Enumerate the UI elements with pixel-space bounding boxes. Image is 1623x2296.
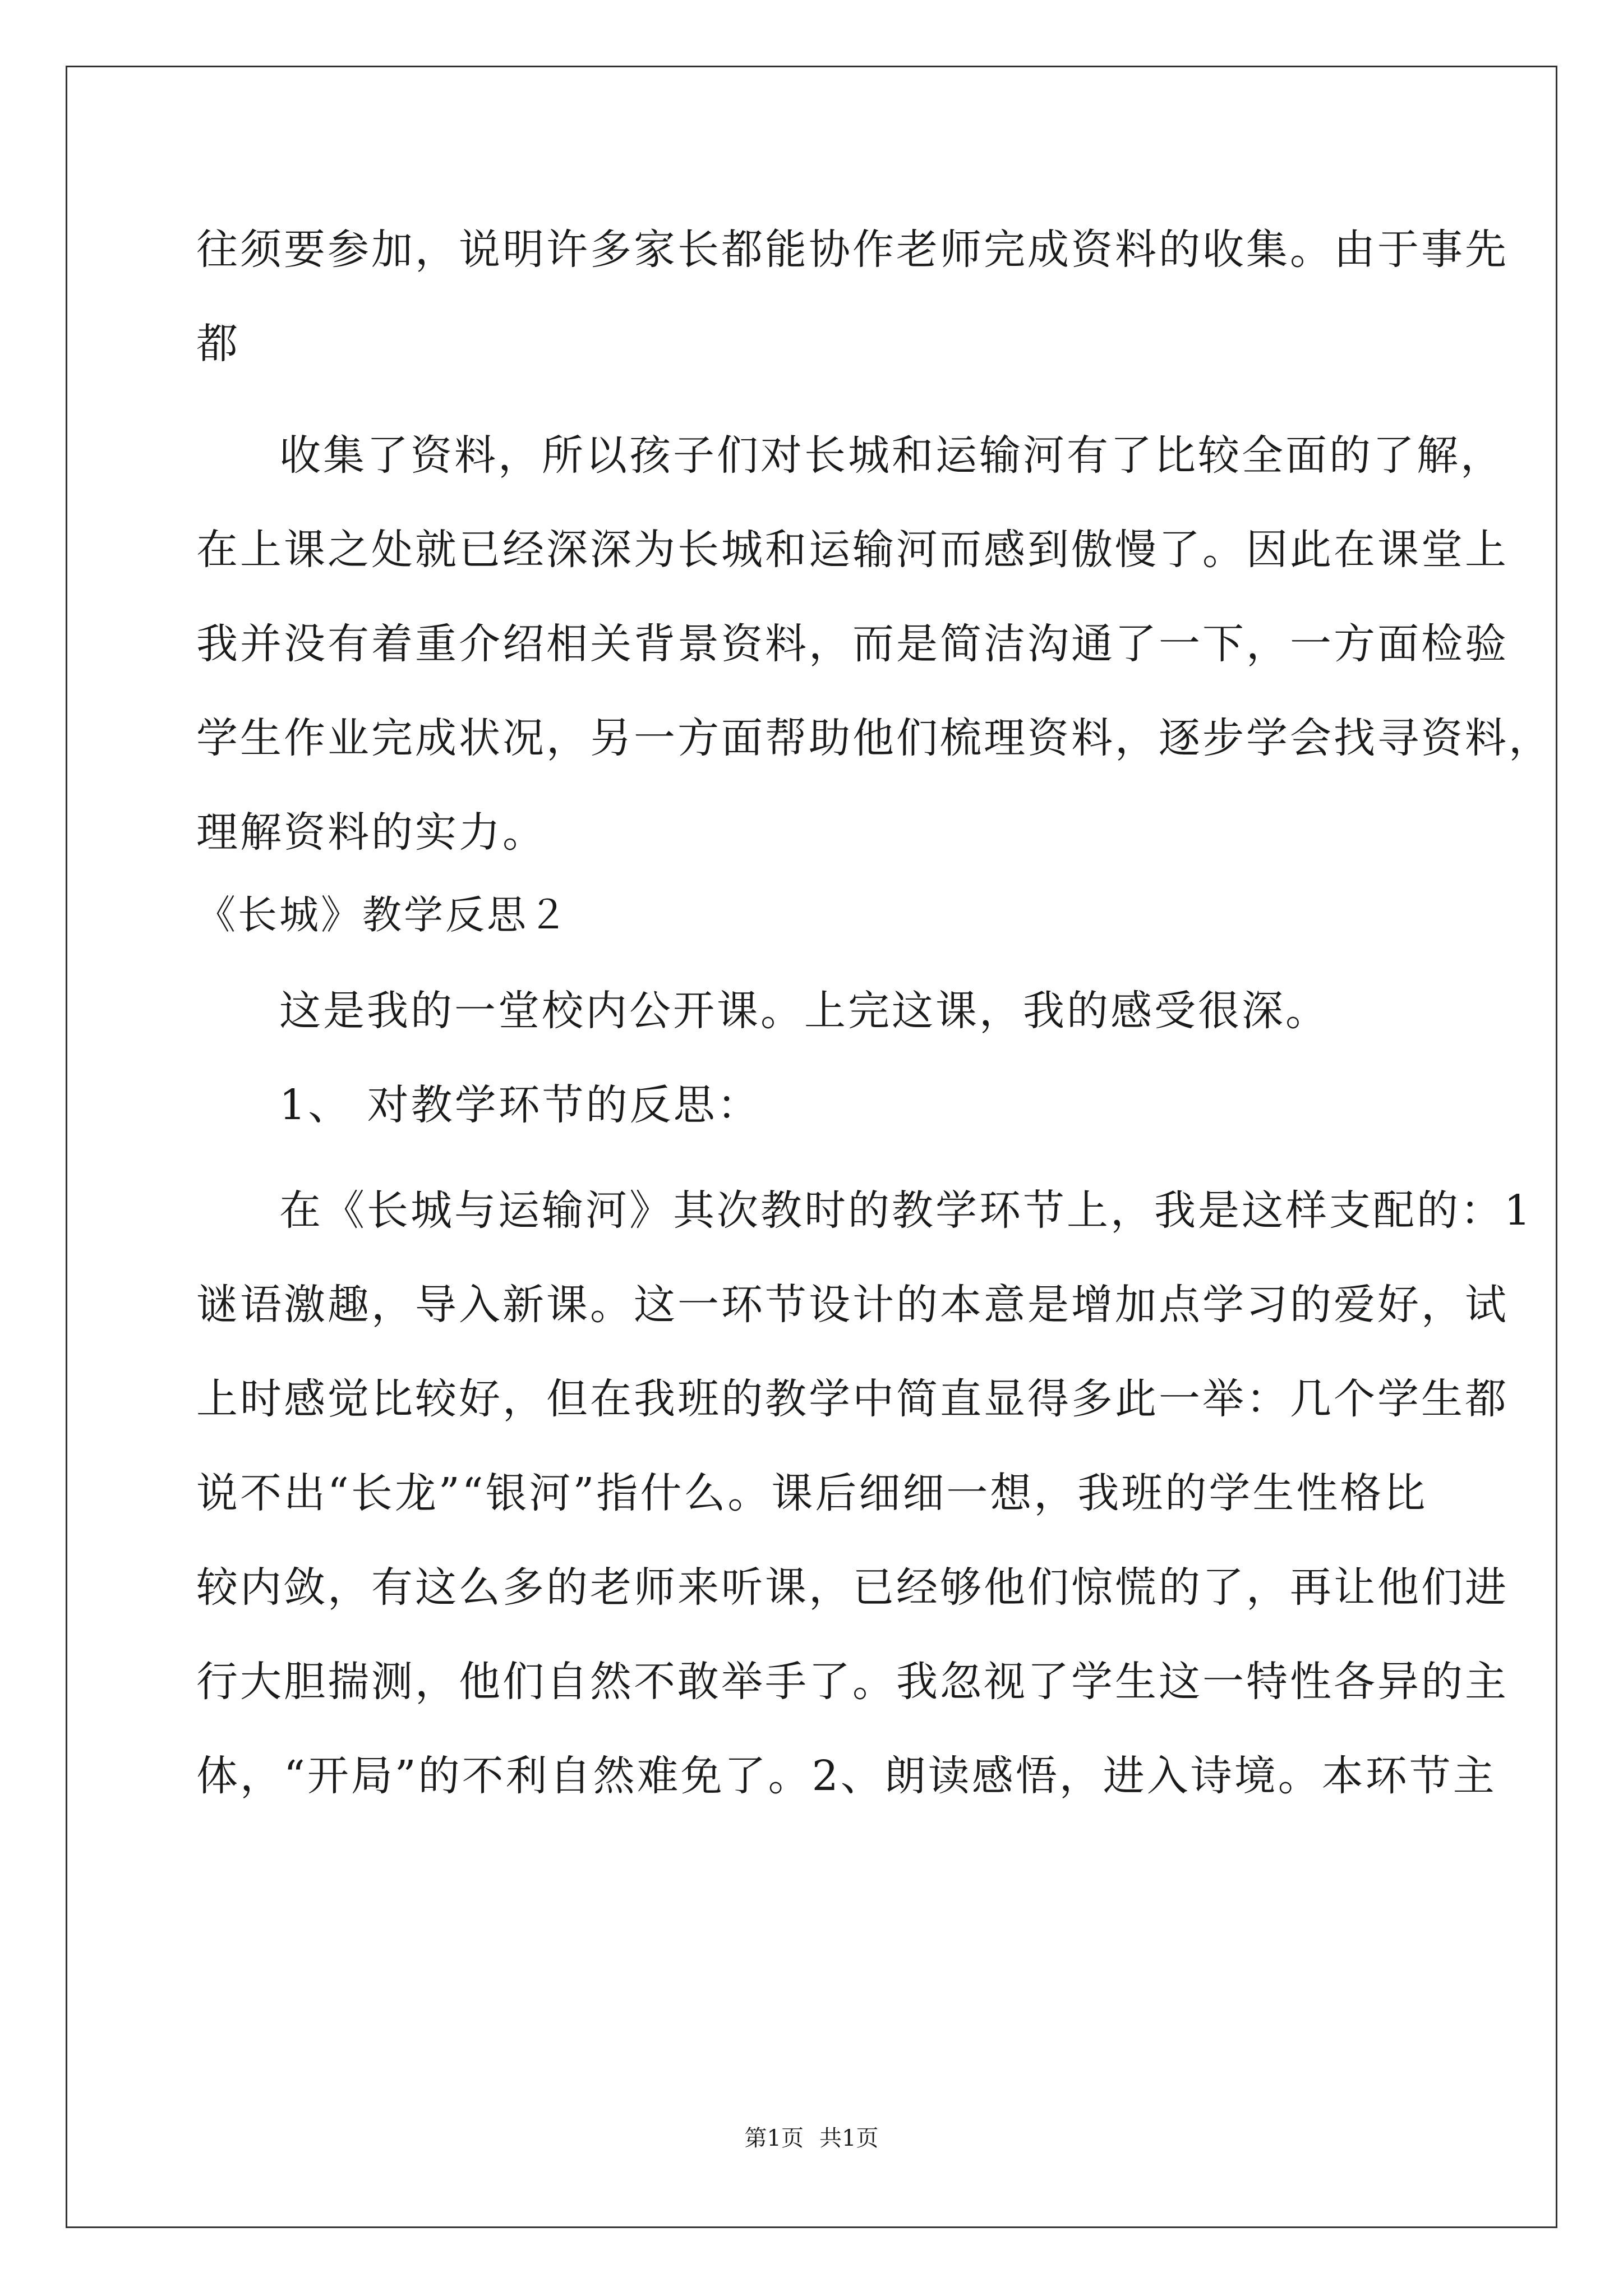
text-line: 谜语激趣，导入新课。这一环节设计的本意是增加点学习的爱好，试 (196, 1281, 1509, 1329)
page-border (66, 66, 1557, 2228)
text-line: 往须要参加，说明许多家长都能协作老师完成资料的收集。由于事先 (196, 226, 1509, 274)
text-line: 较内敛，有这么多的老师来听课，已经够他们惊慌的了，再让他们进 (196, 1563, 1509, 1612)
section-heading: 《长城》教学反思２ (196, 892, 570, 938)
text-line: 收集了资料，所以孩子们对长城和运输河有了比较全面的了解， (279, 431, 1504, 480)
page-footer (0, 2120, 1623, 2152)
text-line: 理解资料的实力。 (196, 808, 546, 857)
text-line: 这是我的一堂校内公开课。上完这课，我的感受很深。 (279, 987, 1329, 1035)
text-line: 体，“开局”的不利自然难免了。2、朗读感悟，进入诗境。本环节主 (196, 1752, 1497, 1800)
page-total: 共1页 (819, 2125, 879, 2151)
text-line: 说不出“长龙”“银河”指什么。课后细细一想，我班的学生性格比 (196, 1469, 1428, 1517)
text-line: 学生作业完成状况，另一方面帮助他们梳理资料，逐步学会找寻资料， (196, 714, 1552, 762)
text-line: 在《长城与运输河》其次教时的教学环节上，我是这样支配的：1 (279, 1186, 1533, 1235)
page-number: 第1页 (744, 2125, 804, 2151)
text-line: 在上课之处就已经深深为长城和运输河而感到傲慢了。因此在课堂上 (196, 526, 1509, 574)
text-line: 我并没有着重介绍相关背景资料，而是简洁沟通了一下，一方面检验 (196, 620, 1509, 668)
text-line: 行大胆揣测，他们自然不敢举手了。我忽视了学生这一特性各异的主 (196, 1658, 1509, 1706)
text-line: 上时感觉比较好，但在我班的教学中简直显得多此一举：几个学生都 (196, 1375, 1509, 1423)
text-line: 1、 对教学环节的反思： (279, 1081, 761, 1129)
text-line: 都 (196, 320, 240, 368)
